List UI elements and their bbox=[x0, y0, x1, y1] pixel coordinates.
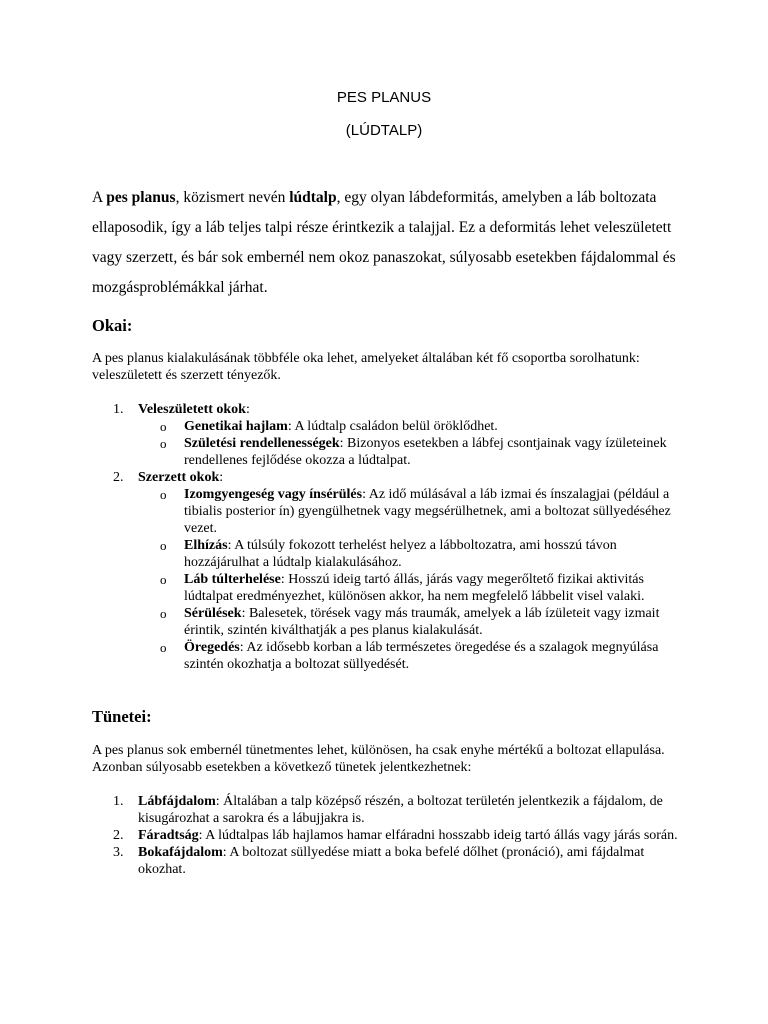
sublist-term: Sérülések bbox=[184, 606, 242, 621]
list-number: 2. bbox=[113, 828, 124, 843]
sublist-item bbox=[138, 537, 692, 571]
causes-heading: Okai: bbox=[92, 316, 133, 335]
symptom-term: Bokafájdalom bbox=[138, 845, 223, 860]
symptoms-heading: Tünetei: bbox=[92, 707, 152, 726]
symptom-text: : Általában a talp középső részén, a boltozat területén jelentkezik a fájdalom, de kisugározhat a sarokra és a lábujjakra is. bbox=[138, 794, 663, 826]
intro-paragraph bbox=[92, 183, 692, 303]
list-number: 1. bbox=[113, 794, 124, 809]
sublist-text: : Hosszú ideig tartó állás, járás vagy megerőltető fizikai aktivitás lúdtalpat eredményezhet, különösen akkor, ha nem megfelelő lábbelit visel valaki. bbox=[184, 572, 645, 604]
sublist-term: Születési rendellenességek bbox=[184, 436, 340, 451]
bullet-icon: o bbox=[160, 538, 167, 553]
symptoms-item bbox=[92, 827, 692, 844]
sublist-text: : A lúdtalp családon belül öröklődhet. bbox=[287, 419, 498, 434]
acquired-sublist bbox=[138, 486, 692, 673]
list-number: 1. bbox=[113, 402, 124, 417]
sublist-text: : Bizonyos esetekben a lábfej csontjainak vagy ízületeinek rendellenes fejlődése okozza a lúdtalpat. bbox=[184, 436, 667, 468]
causes-intro: A pes planus kialakulásának többféle oka lehet, amelyeket általában két fő csoportba sorolhatunk: veleszületett és szerzett tényezők. bbox=[92, 351, 640, 383]
sublist-item bbox=[138, 486, 692, 537]
sublist-item bbox=[138, 605, 692, 639]
symptoms-intro: A pes planus sok embernél tünetmentes lehet, különösen, ha csak enyhe mértékű a boltozat ellapulása. Azonban súlyosabb esetekben a következő tünetek jelentkezhetnek: bbox=[92, 743, 665, 775]
list-number: 2. bbox=[113, 470, 124, 485]
sublist-text: : Az idősebb korban a láb természetes öregedése és a szalagok megnyúlása szintén okozhatja a boltozat süllyedését. bbox=[184, 640, 659, 672]
causes-item-title: Szerzett okok bbox=[138, 470, 220, 485]
causes-item-congenital: 1. Veleszületett okok: o Genetikai hajlam: A lúdtalp családon belül öröklődhet. o Születési rendellenességek: Bizonyos esetekben a lábfej csontjainak vagy ízületeinek rendellenes fejlődése okozza a lúdtalpat. bbox=[92, 401, 692, 469]
list-number: 3. bbox=[113, 845, 124, 860]
symptom-term: Lábfájdalom bbox=[138, 794, 216, 809]
bullet-icon: o bbox=[160, 419, 167, 434]
sublist-text: : Balesetek, törések vagy más traumák, amelyek a láb ízületeit vagy izmait érintik, szintén kiválthatják a pes planus kialakulását. bbox=[184, 606, 660, 638]
intro-term-ludtalp: lúdtalp bbox=[289, 189, 337, 206]
document-title: PES PLANUS bbox=[336, 89, 432, 106]
sublist-item bbox=[138, 418, 692, 435]
sublist-term: Elhízás bbox=[184, 538, 228, 553]
document-subtitle: (LÚDTALP) bbox=[345, 122, 423, 139]
sublist-term: Genetikai hajlam bbox=[184, 419, 288, 434]
symptoms-list bbox=[92, 793, 692, 878]
sublist-item bbox=[138, 571, 692, 605]
bullet-icon: o bbox=[160, 572, 167, 587]
bullet-icon: o bbox=[160, 487, 167, 502]
intro-text-3: , egy olyan lábdeformitás, amelyben a láb boltozata ellaposodik, így a láb teljes talpi része érintkezik a talajjal. Ez a deformitás lehet veleszületett vagy szerzett, és bár sok embernél nem okoz panaszokat, súlyosabb esetekben fájdalommal és mozgásproblémákkal járhat. bbox=[92, 189, 676, 296]
sublist-item bbox=[138, 435, 692, 469]
causes-list bbox=[92, 401, 692, 673]
intro-text-1: A bbox=[92, 189, 107, 206]
symptom-text: : A lúdtalpas láb hajlamos hamar elfáradni hosszabb ideig tartó állás vagy járás során. bbox=[198, 828, 678, 843]
sublist-term: Láb túlterhelése bbox=[184, 572, 281, 587]
bullet-icon: o bbox=[160, 640, 167, 655]
sublist-term: Öregedés bbox=[184, 640, 240, 655]
bullet-icon: o bbox=[160, 436, 167, 451]
bullet-icon: o bbox=[160, 606, 167, 621]
symptoms-item bbox=[92, 844, 692, 878]
congenital-sublist bbox=[138, 418, 692, 469]
sublist-text: : A túlsúly fokozott terhelést helyez a lábboltozatra, ami hosszú távon hozzájárulhat a lúdtalp kialakulásához. bbox=[184, 538, 617, 570]
intro-text-2: , közismert nevén bbox=[175, 189, 290, 206]
causes-item-acquired: 2. Szerzett okok: o Izomgyengeség vagy ínsérülés: Az idő múlásával a láb izmai és ínszalagjai (például a tibialis posterior ín) gyengülhetnek vagy megsérülhetnek, ami a boltozat süllyedéséhez vezet. o Elhízás: A túlsúly fokozott terhelést helyez a lábboltozatra, ami hosszú távon hozzájárulhat a lúdtalp kialakulásához. o Láb túlterhelése: Hosszú ideig tartó állás, járás vagy megerőltető fizikai aktivitás lúdtalpat eredményezhet, különösen akkor, ha nem megfelelő lábbelit visel valaki. o Sérülések: Balesetek, törések vagy más traumák, amelyek a láb ízületeit vagy izmait érintik, szintén kiválthatják a pes planus kialakulását. o Öregedés: Az idősebb korban a láb természetes öregedése és a szalagok megnyúlása szintén okozhatja a boltozat süllyedését. bbox=[92, 469, 692, 673]
symptom-term: Fáradtság bbox=[138, 828, 199, 843]
sublist-text: : Az idő múlásával a láb izmai és ínszalagjai (például a tibialis posterior ín) gyengülhetnek vagy megsérülhetnek, ami a boltozat süllyedéséhez vezet. bbox=[184, 487, 671, 536]
intro-term-pes-planus: pes planus bbox=[106, 189, 176, 206]
symptoms-item bbox=[92, 793, 692, 827]
sublist-item bbox=[138, 639, 692, 673]
symptom-text: : A boltozat süllyedése miatt a boka befelé dőlhet (pronáció), ami fájdalmat okozhat. bbox=[138, 845, 645, 877]
sublist-term: Izomgyengeség vagy ínsérülés bbox=[184, 487, 363, 502]
causes-item-title: Veleszületett okok bbox=[138, 402, 246, 417]
